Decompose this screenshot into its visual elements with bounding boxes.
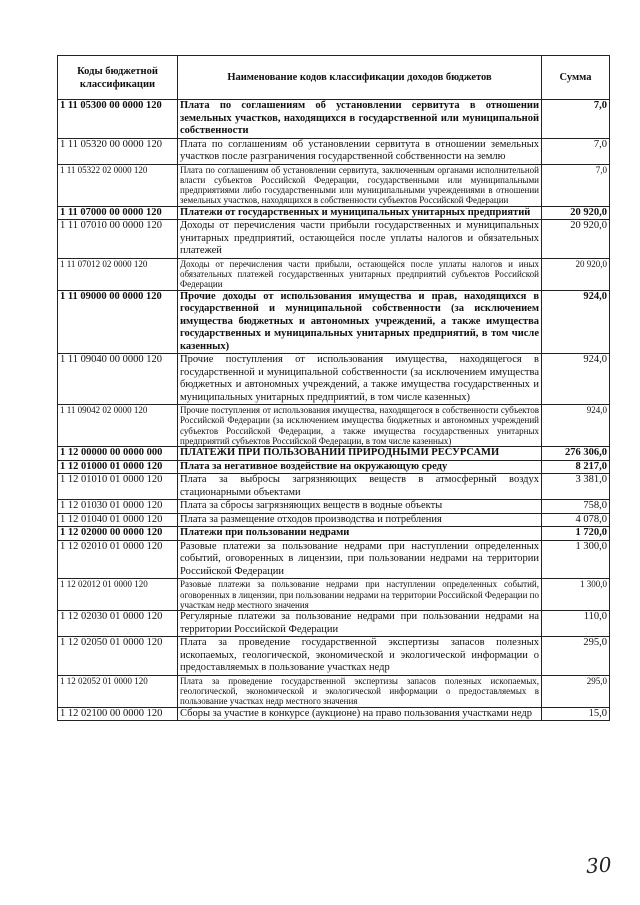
row-code: 1 12 02030 01 0000 120	[58, 611, 178, 637]
row-name: Разовые платежи за пользование недрами при наступлении определенных событий, оговоренных в лицензии, при пользовании недрами на территории Российской Федерации	[178, 540, 542, 579]
row-sum: 1 300,0	[542, 579, 610, 611]
row-name: Доходы от перечисления части прибыли, остающейся после уплаты налогов и иных обязательных платежей государственных унитарных предприятий субъектов Российской Федерации	[178, 258, 542, 290]
header-code: Коды бюджетной классификации	[58, 56, 178, 100]
row-code: 1 12 02100 00 0000 120	[58, 707, 178, 721]
row-sum: 276 306,0	[542, 447, 610, 461]
table-row	[58, 258, 610, 290]
table-row	[58, 100, 610, 139]
page-number: 30	[585, 852, 613, 879]
row-name: Плата по соглашениям об установлении сервитута в отношении земельных участков после разграничения государственной собственности на землю	[178, 138, 542, 164]
table-row	[58, 138, 610, 164]
row-name: Платежи при пользовании недрами	[178, 527, 542, 541]
row-code: 1 11 09040 00 0000 120	[58, 354, 178, 405]
row-name: Прочие поступления от использования имущества, находящегося в собственности субъектов Российской Федерации (за исключением имущества бюджетных и автономных учреждений субъектов Российской Федерации, а также имущества государственных унитарных предприятий субъектов Российской Федерации, в том числе казенных)	[178, 405, 542, 447]
table-body	[58, 100, 610, 721]
row-sum: 4 078,0	[542, 513, 610, 527]
row-sum: 8 217,0	[542, 460, 610, 474]
table-row	[58, 447, 610, 461]
row-sum: 20 920,0	[542, 258, 610, 290]
row-name: Сборы за участие в конкурсе (аукционе) на право пользования участками недр	[178, 707, 542, 721]
table-row	[58, 637, 610, 676]
row-name: Плата за проведение государственной экспертизы запасов полезных ископаемых, геологической, экономической и экологической информации о предоставляемых в пользование участках недр	[178, 637, 542, 676]
row-sum: 3 381,0	[542, 474, 610, 500]
row-sum: 1 720,0	[542, 527, 610, 541]
row-name: Разовые платежи за пользование недрами при наступлении определенных событий, оговоренных в лицензии, при пользовании недрами на территории Российской Федерации по участкам недр местного значения	[178, 579, 542, 611]
row-name: Прочие доходы от использования имущества и прав, находящихся в государственной и муниципальной собственности (за исключением имущества бюджетных и автономных учреждений, а также имущества государственных и муниципальных унитарных предприятий, в том числе казенных)	[178, 290, 542, 354]
table-row	[58, 540, 610, 579]
row-code: 1 11 07010 00 0000 120	[58, 220, 178, 259]
row-sum: 924,0	[542, 354, 610, 405]
table-row	[58, 611, 610, 637]
row-name: Плата за выбросы загрязняющих веществ в атмосферный воздух стационарными объектами	[178, 474, 542, 500]
row-name: Плата за проведение государственной экспертизы запасов полезных ископаемых, геологической, экономической и экологической информации о предоставляемых в пользование участках недр местного значения	[178, 675, 542, 707]
row-sum: 924,0	[542, 290, 610, 354]
table-row	[58, 206, 610, 220]
row-sum: 20 920,0	[542, 206, 610, 220]
row-code: 1 12 02012 01 0000 120	[58, 579, 178, 611]
table-row	[58, 164, 610, 206]
table-row	[58, 707, 610, 721]
row-name: Плата за размещение отходов производства и потребления	[178, 513, 542, 527]
table-row	[58, 354, 610, 405]
row-name: Доходы от перечисления части прибыли государственных и муниципальных унитарных предприятий, остающейся после уплаты налогов и обязательных платежей	[178, 220, 542, 259]
row-name: Плата по соглашениям об установлении сервитута в отношении земельных участков, находящихся в государственной или муниципальной собственности	[178, 100, 542, 139]
row-sum: 110,0	[542, 611, 610, 637]
row-code: 1 12 01010 01 0000 120	[58, 474, 178, 500]
row-name: ПЛАТЕЖИ ПРИ ПОЛЬЗОВАНИИ ПРИРОДНЫМИ РЕСУРСАМИ	[178, 447, 542, 461]
row-code: 1 12 02010 01 0000 120	[58, 540, 178, 579]
row-sum: 20 920,0	[542, 220, 610, 259]
table-row	[58, 675, 610, 707]
row-name: Прочие поступления от использования имущества, находящегося в государственной и муниципальной собственности (за исключением имущества бюджетных и автономных учреждений, а также имущества государственных и муниципальных унитарных предприятий, в том числе казенных)	[178, 354, 542, 405]
table-header-row	[58, 56, 610, 100]
header-sum: Сумма	[542, 56, 610, 100]
row-code: 1 11 09000 00 0000 120	[58, 290, 178, 354]
row-name: Регулярные платежи за пользование недрами при пользовании недрами на территории Российской Федерации	[178, 611, 542, 637]
row-code: 1 12 01040 01 0000 120	[58, 513, 178, 527]
row-sum: 295,0	[542, 675, 610, 707]
header-name: Наименование кодов классификации доходов бюджетов	[178, 56, 542, 100]
row-sum: 7,0	[542, 100, 610, 139]
table-row	[58, 513, 610, 527]
row-code: 1 11 05322 02 0000 120	[58, 164, 178, 206]
row-sum: 15,0	[542, 707, 610, 721]
row-code: 1 11 05300 00 0000 120	[58, 100, 178, 139]
row-code: 1 11 05320 00 0000 120	[58, 138, 178, 164]
row-code: 1 12 01030 01 0000 120	[58, 500, 178, 514]
row-code: 1 11 07012 02 0000 120	[58, 258, 178, 290]
row-code: 1 11 07000 00 0000 120	[58, 206, 178, 220]
row-code: 1 11 09042 02 0000 120	[58, 405, 178, 447]
row-sum: 295,0	[542, 637, 610, 676]
table-row	[58, 527, 610, 541]
row-code: 1 12 01000 01 0000 120	[58, 460, 178, 474]
row-code: 1 12 02000 00 0000 120	[58, 527, 178, 541]
row-name: Плата по соглашениям об установлении сервитута, заключенным органами исполнительной власти субъектов Российской Федерации, государственными или муниципальными предприятиями либо государственными или муниципальными учреждениями в отношении земельных участков, находящихся в собственности субъектов Российской Федерации	[178, 164, 542, 206]
row-sum: 1 300,0	[542, 540, 610, 579]
budget-revenue-table	[57, 55, 610, 721]
row-sum: 924,0	[542, 405, 610, 447]
row-name: Плата за негативное воздействие на окружающую среду	[178, 460, 542, 474]
row-code: 1 12 00000 00 0000 000	[58, 447, 178, 461]
row-name: Платежи от государственных и муниципальных унитарных предприятий	[178, 206, 542, 220]
row-sum: 758,0	[542, 500, 610, 514]
row-sum: 7,0	[542, 164, 610, 206]
row-code: 1 12 02050 01 0000 120	[58, 637, 178, 676]
table-row	[58, 220, 610, 259]
row-name: Плата за сбросы загрязняющих веществ в водные объекты	[178, 500, 542, 514]
table-row	[58, 405, 610, 447]
row-sum: 7,0	[542, 138, 610, 164]
row-code: 1 12 02052 01 0000 120	[58, 675, 178, 707]
table-row	[58, 474, 610, 500]
table-row	[58, 579, 610, 611]
table-row	[58, 500, 610, 514]
table-row	[58, 460, 610, 474]
table-row	[58, 290, 610, 354]
